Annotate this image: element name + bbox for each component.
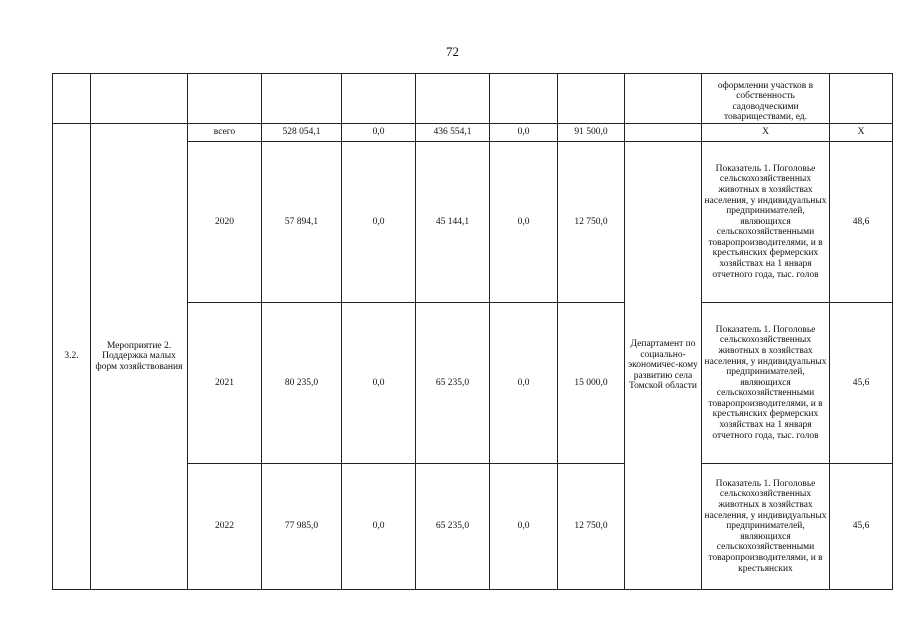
- indicator-cell: оформлении участков в собственность садоводческими товариществами, ед.: [702, 74, 830, 124]
- regional-value: 436 554,1: [416, 124, 490, 142]
- total-value: 77 985,0: [262, 464, 342, 590]
- year-label: 2020: [188, 142, 262, 303]
- cell-empty: [342, 74, 416, 124]
- total-value: 57 894,1: [262, 142, 342, 303]
- other-value: 15 000,0: [558, 303, 625, 464]
- regional-value: 65 235,0: [416, 464, 490, 590]
- local-value: 0,0: [490, 124, 558, 142]
- page-number: 72: [446, 44, 459, 59]
- cell-empty: [625, 124, 702, 142]
- indicator-value: Х: [830, 124, 893, 142]
- total-value: 528 054,1: [262, 124, 342, 142]
- indicator-cell: Показатель 1. Поголовье сельскохозяйственных животных в хозяйствах населения, у индивидуальных предпринимателей, являющихся сельскохозяйственными товаропроизводителями, и в крестьянских фермерских хозяйствах на 1 января отчетного года, тыс. голов: [702, 142, 830, 303]
- year-label: 2021: [188, 303, 262, 464]
- cell-empty: [416, 74, 490, 124]
- table-row-total: [53, 124, 893, 142]
- indicator-value: 45,6: [830, 464, 893, 590]
- period-label: всего: [188, 124, 262, 142]
- cell-empty: [91, 74, 188, 124]
- cell-empty: [625, 74, 702, 124]
- other-value: 12 750,0: [558, 142, 625, 303]
- local-value: 0,0: [490, 303, 558, 464]
- indicator-value: 48,6: [830, 142, 893, 303]
- local-value: 0,0: [490, 464, 558, 590]
- cell-empty: [188, 74, 262, 124]
- regional-value: 65 235,0: [416, 303, 490, 464]
- cell-empty: [830, 74, 893, 124]
- other-value: 91 500,0: [558, 124, 625, 142]
- local-value: 0,0: [490, 142, 558, 303]
- year-label: 2022: [188, 464, 262, 590]
- responsible-department: Департамент по социально-экономичес-кому развитию села Томской области: [625, 142, 702, 590]
- other-value: 12 750,0: [558, 464, 625, 590]
- regional-value: 45 144,1: [416, 142, 490, 303]
- item-number: 3.2.: [53, 124, 91, 590]
- indicator-cell: Показатель 1. Поголовье сельскохозяйственных животных в хозяйствах населения, у индивидуальных предпринимателей, являющихся сельскохозяйственными товаропроизводителями, и в крестьянских: [702, 464, 830, 590]
- program-table: [52, 73, 893, 590]
- federal-value: 0,0: [342, 464, 416, 590]
- indicator-value: 45,6: [830, 303, 893, 464]
- cell-empty: [262, 74, 342, 124]
- table-row-continuation: [53, 74, 893, 124]
- cell-empty: [53, 74, 91, 124]
- total-value: 80 235,0: [262, 303, 342, 464]
- federal-value: 0,0: [342, 303, 416, 464]
- federal-value: 0,0: [342, 142, 416, 303]
- indicator-cell: Х: [702, 124, 830, 142]
- federal-value: 0,0: [342, 124, 416, 142]
- item-name: Мероприятие 2. Поддержка малых форм хозяйствования: [91, 124, 188, 590]
- indicator-cell: Показатель 1. Поголовье сельскохозяйственных животных в хозяйствах населения, у индивидуальных предпринимателей, являющихся сельскохозяйственными товаропроизводителями, и в крестьянских фермерских хозяйствах на 1 января отчетного года, тыс. голов: [702, 303, 830, 464]
- cell-empty: [558, 74, 625, 124]
- cell-empty: [490, 74, 558, 124]
